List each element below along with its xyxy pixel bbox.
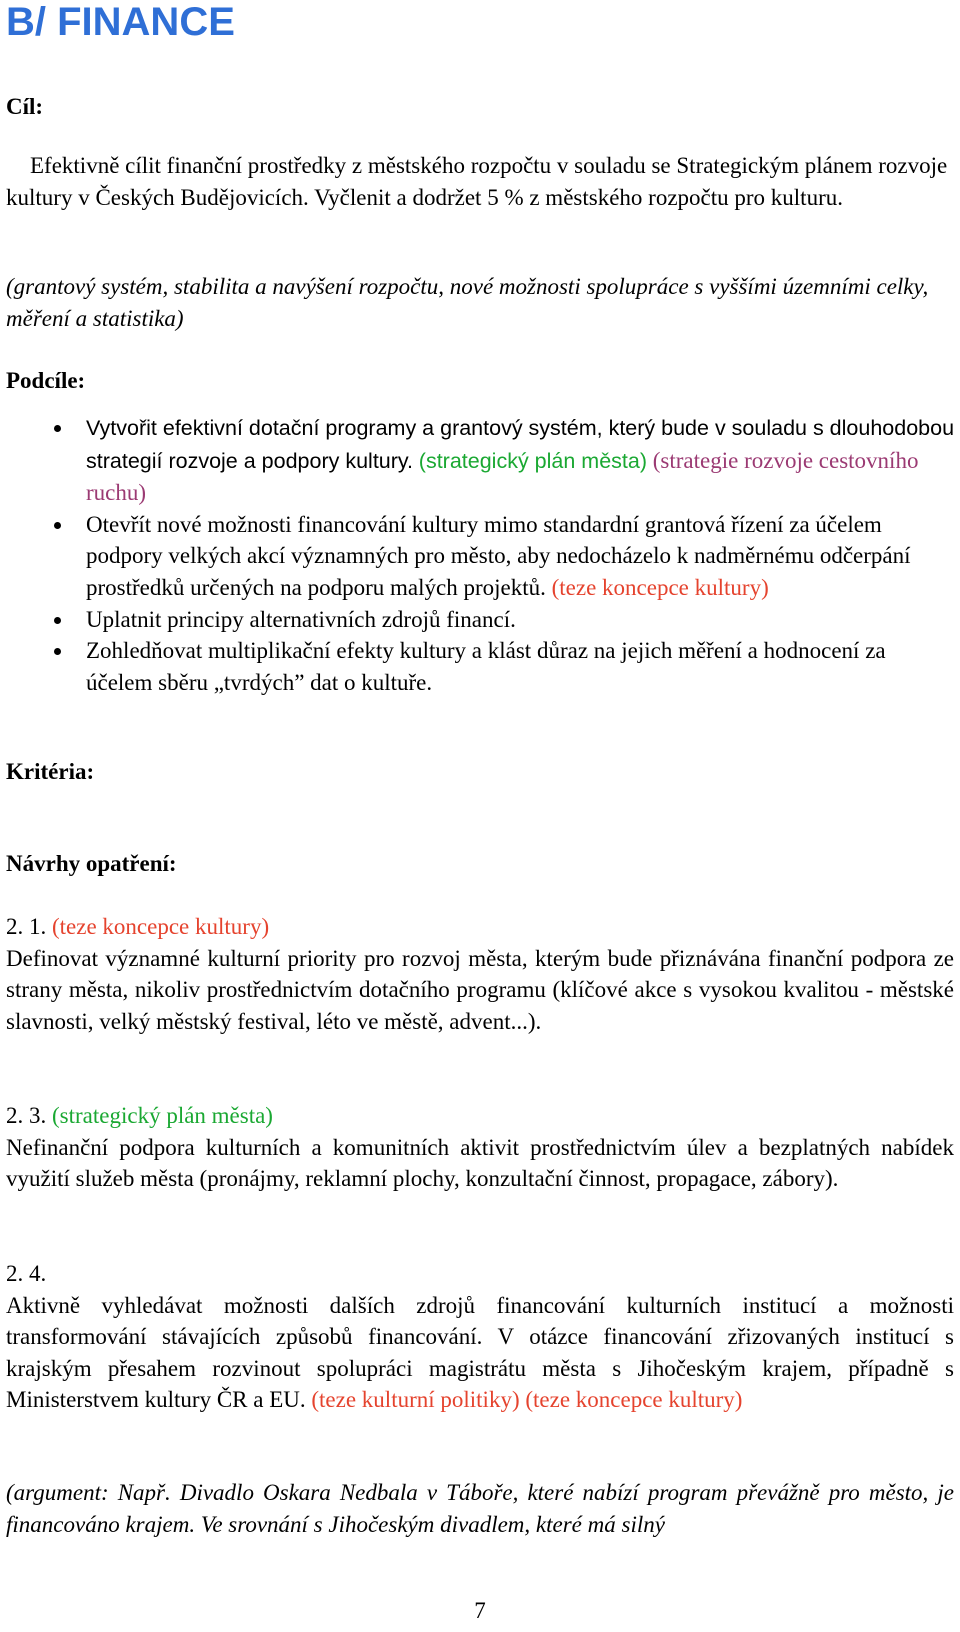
measure-reference: (teze kulturní politiky) <box>311 1387 520 1413</box>
subgoal-reference: (strategie rozvoje cestovního ruchu) <box>86 447 919 506</box>
subgoal-reference: (strategický plán města) <box>418 448 648 473</box>
subgoal-text: Vytvořit efektivní dotační programy a grantový systém, který bude v souladu s dlouhodobou strategií rozvoje a podpory kultury. <box>86 416 955 473</box>
bullet-icon <box>54 425 61 432</box>
criteria-heading: Kritéria: <box>6 759 95 784</box>
subgoal-item <box>6 412 956 509</box>
subgoal-text: Uplatnit principy alternativních zdrojů financí. <box>86 606 516 632</box>
goal-heading: Cíl: <box>6 94 44 119</box>
argument-text: (argument: Např. Divadlo Oskara Nedbala v Táboře, které nabízí program převážně pro město, je financováno krajem. Ve srovnání s Jihočeským divadlem, které má silný <box>6 1480 954 1537</box>
measure-number: 2. 3. <box>6 1103 47 1128</box>
bullet-icon <box>54 522 61 529</box>
measure-number: 2. 1. <box>6 914 47 939</box>
measure-text: Aktivně vyhledávat možnosti dalších zdrojů financování kulturních institucí a možnosti transformování stávajících způsobů financování. V otázce financování zřizovaných institucí s krajským přesahem rozvinout spolupráci magistrátu města s Jihočeským krajem, případně s Ministerstvem kultury ČR a EU. <box>6 1292 954 1413</box>
measure-reference: (teze koncepce kultury) <box>52 914 270 939</box>
bullet-icon <box>54 648 61 655</box>
measure-reference: (teze koncepce kultury) <box>525 1387 743 1413</box>
subgoal-reference: (teze koncepce kultury) <box>551 574 769 600</box>
measures-heading: Návrhy opatření: <box>6 851 177 876</box>
measure-item <box>6 1100 954 1195</box>
measure-item <box>6 911 954 1037</box>
subgoals-list <box>6 412 956 698</box>
measure-text: Definovat významné kulturní priority pro rozvoj města, kterým bude přiznávána finanční podpora ze strany města, nikoliv prostřednictvím dotačního programu (klíčové akce s vysokou kvalitou - městské slavnosti, velký městský festival, léto ve městě, advent...). <box>6 945 954 1034</box>
subgoals-heading: Podcíle: <box>6 368 86 393</box>
goal-note: (grantový systém, stabilita a navýšení rozpočtu, nové možnosti spolupráce s vyššími územními celky, měření a statistika) <box>6 274 929 331</box>
measure-reference: (strategický plán města) <box>52 1103 273 1128</box>
bullet-icon <box>54 617 61 624</box>
measure-number: 2. 4. <box>6 1261 47 1286</box>
subgoal-item <box>6 509 956 604</box>
subgoal-text: Zohledňovat multiplikační efekty kultury a klást důraz na jejich měření a hodnocení za účelem sběru „tvrdých” dat o kultuře. <box>86 638 886 695</box>
page-number: 7 <box>474 1598 486 1623</box>
subgoal-item <box>6 604 956 636</box>
goal-text: Efektivně cílit finanční prostředky z městského rozpočtu v souladu se Strategickým plánem rozvoje kultury v Českých Budějovicích. Vyčlenit a dodržet 5 % z městského rozpočtu pro kulturu. <box>6 153 948 210</box>
measure-text: Nefinanční podpora kulturních a komunitních aktivit prostřednictvím úlev a bezplatných nabídek využití služeb města (pronájmy, reklamní plochy, konzultační činnost, propagace, zábory). <box>6 1134 954 1192</box>
measure-item <box>6 1258 954 1416</box>
subgoal-text: Otevřít nové možnosti financování kultury mimo standardní grantová řízení za účelem podpory velkých akcí významných pro město, aby nedocházelo k nadměrnému odčerpání prostředků určených na podporu malých projektů. <box>86 511 911 600</box>
page-title: B/ FINANCE <box>6 0 235 44</box>
subgoal-item <box>6 635 956 698</box>
